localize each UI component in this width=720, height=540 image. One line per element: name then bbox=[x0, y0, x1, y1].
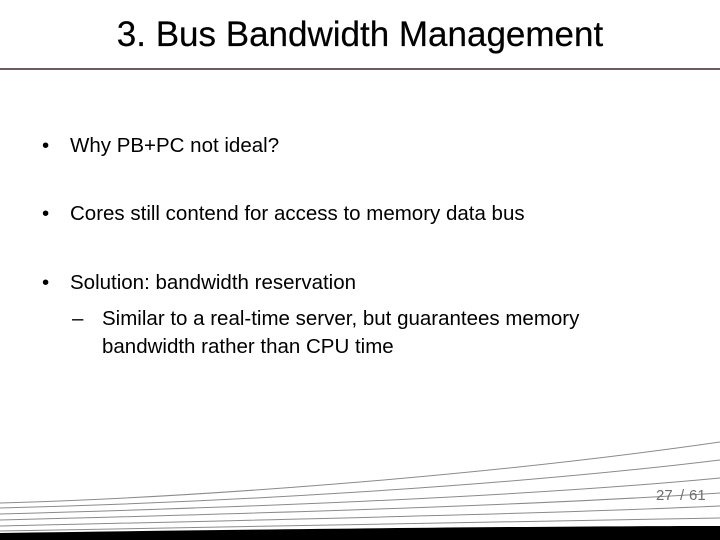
bullet-text: Why PB+PC not ideal? bbox=[70, 134, 280, 157]
slide-title: 3. Bus Bandwidth Management bbox=[116, 15, 604, 54]
page-number-current: 27 bbox=[656, 487, 673, 504]
bullet-text: Cores still contend for access to memory data bus bbox=[70, 202, 525, 225]
bullet-text: Solution: bandwidth reservation bbox=[70, 271, 357, 294]
footer-swoosh-decoration bbox=[0, 430, 720, 540]
bullet-marker: • bbox=[42, 134, 50, 157]
title-divider bbox=[0, 68, 720, 70]
sub-bullet-text: Similar to a real-time server, but guarantees memory bandwidth rather than CPU time bbox=[102, 307, 580, 358]
sub-bullet-marker: – bbox=[72, 307, 84, 330]
page-number-separator: / bbox=[680, 487, 685, 504]
bullet-marker: • bbox=[42, 202, 50, 225]
page-number-total: 61 bbox=[689, 487, 706, 504]
bullet-marker: • bbox=[42, 271, 50, 294]
